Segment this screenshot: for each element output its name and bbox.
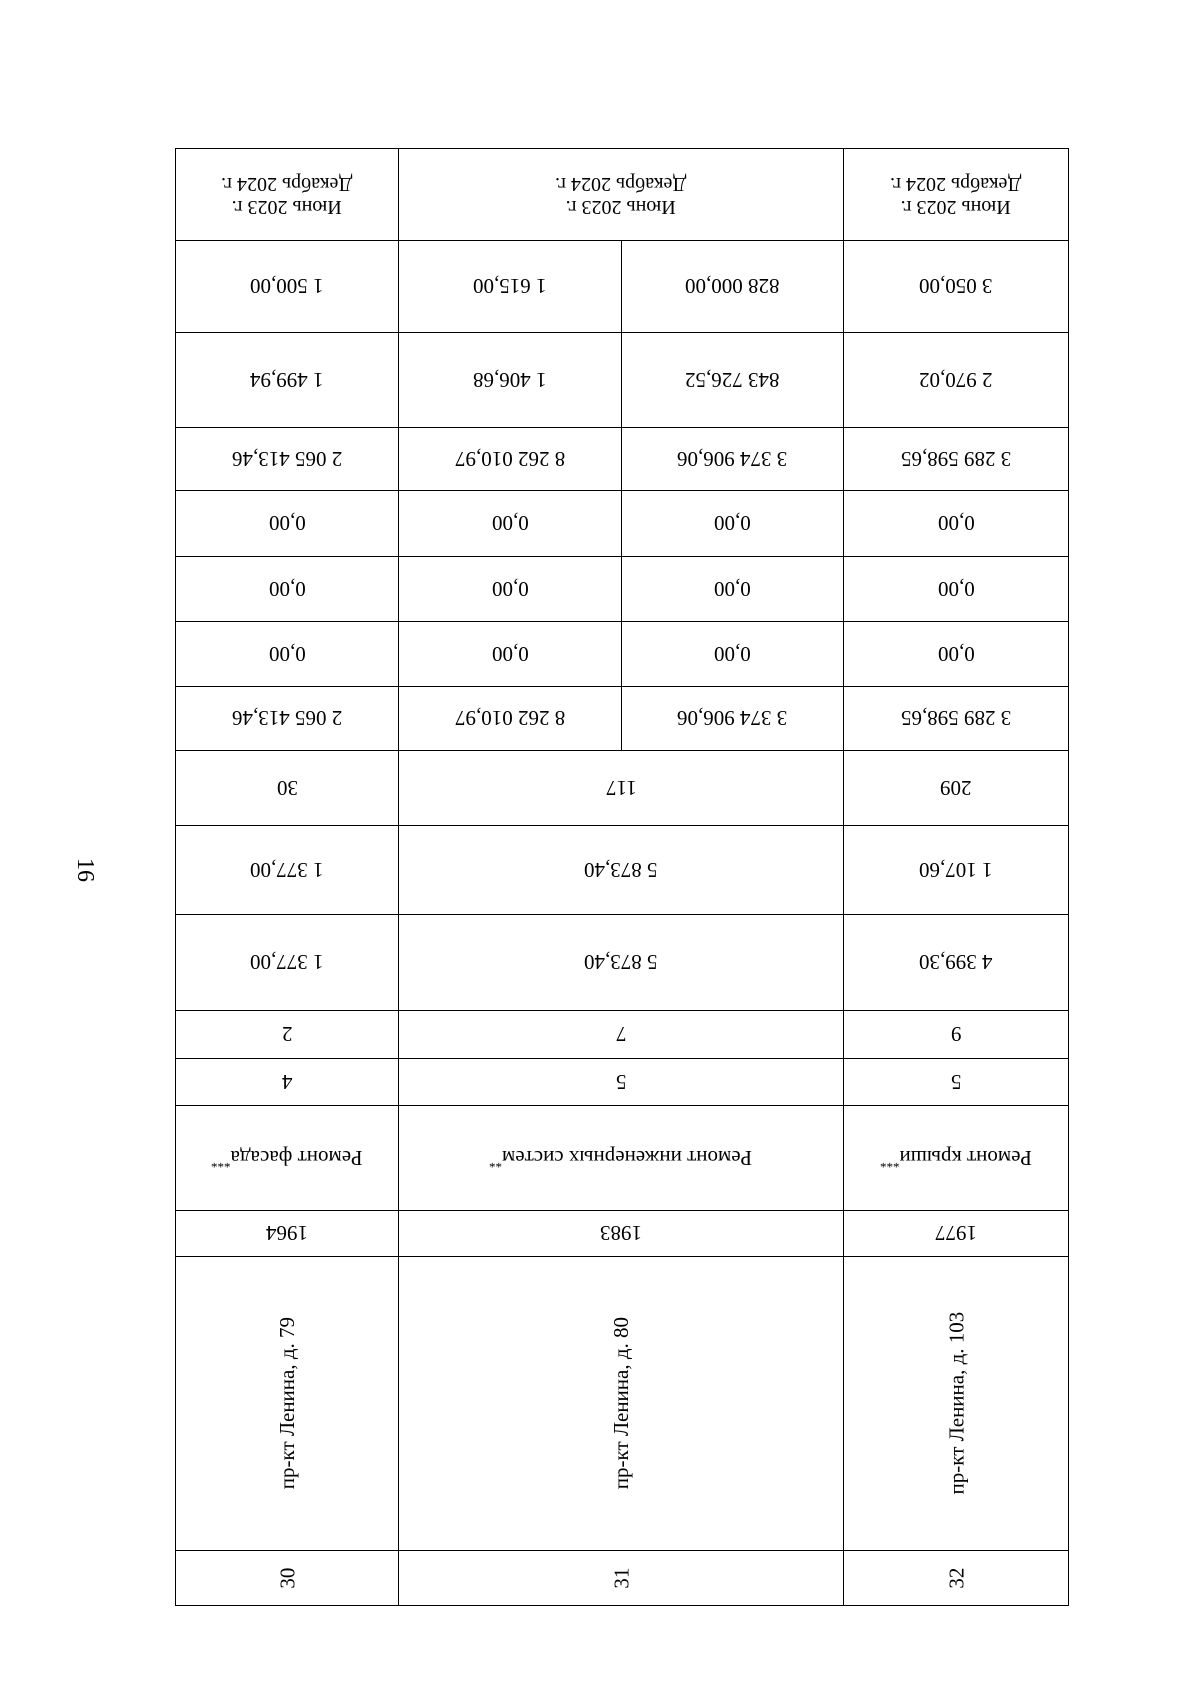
row0-c6-cell [175, 914, 399, 1011]
row0-c14: 1 499,94 [250, 368, 324, 393]
row1-c14-a-cell [398, 332, 622, 428]
row2-no: 32 [943, 1567, 968, 1589]
row1-c12-a-cell [398, 490, 622, 557]
row0-c13-cell [175, 427, 399, 491]
row2-c8: 209 [940, 776, 972, 801]
row2-c12-cell [843, 490, 1069, 557]
row2-c15-cell [843, 240, 1069, 333]
row0-c5: 2 [281, 1022, 293, 1047]
row1-year-cell [398, 1210, 844, 1257]
row2-c6-cell [843, 914, 1069, 1011]
row1-c10-b: 0,00 [714, 642, 751, 667]
row0-work: Ремонт фасада*** [211, 1146, 363, 1172]
row0-no-cell [175, 1550, 399, 1606]
row1-c7-cell [398, 825, 844, 915]
row0-period-cell [175, 148, 399, 241]
row2-c15: 3 050,00 [919, 274, 993, 299]
row0-address: пр-кт Ленина, д. 79 [274, 1317, 299, 1490]
row2-c5: 9 [950, 1022, 962, 1047]
row1-c12-b-cell [621, 490, 844, 557]
row1-c14-b: 843 726,52 [685, 368, 780, 393]
row1-c9-b-cell [621, 686, 844, 751]
row2-work-cell [843, 1105, 1069, 1211]
row1-no-cell [398, 1550, 844, 1606]
row0-c8-cell [175, 750, 399, 826]
row1-c7: 5 873,40 [584, 858, 658, 883]
row1-address-cell [398, 1256, 844, 1551]
row2-c14: 2 970,02 [919, 368, 993, 393]
row1-period-cell [398, 148, 844, 241]
row0-c7: 1 377,00 [250, 858, 324, 883]
row0-period: Июнь 2023 г. Декабрь 2024 г. [221, 172, 353, 218]
row1-period: Июнь 2023 г. Декабрь 2024 г. [555, 172, 687, 218]
row1-c15-b: 828 000,00 [685, 274, 780, 299]
row2-c11-cell [843, 556, 1069, 622]
row0-c14-cell [175, 332, 399, 428]
row2-address-cell [843, 1256, 1069, 1551]
row1-c13-b: 3 374 906,06 [677, 447, 788, 472]
row0-year: 1964 [266, 1221, 308, 1246]
row0-c10: 0,00 [268, 642, 306, 667]
row1-c9-a: 8 262 010,97 [454, 706, 566, 731]
row1-c13-b-cell [621, 427, 844, 491]
row0-c11-cell [175, 556, 399, 622]
row2-c9: 3 289 598,65 [900, 706, 1012, 731]
row2-year: 1977 [935, 1221, 977, 1246]
row1-c15-b-cell [621, 240, 844, 333]
row1-c13-a-cell [398, 427, 622, 491]
row2-c13: 3 289 598,65 [900, 447, 1012, 472]
row0-no: 30 [274, 1567, 299, 1589]
row2-c10-cell [843, 621, 1069, 687]
row1-work: Ремонт инженерных систем** [489, 1146, 753, 1172]
row1-c10-a-cell [398, 621, 622, 687]
row1-c8: 117 [605, 776, 637, 801]
row2-c7-cell [843, 825, 1069, 915]
row0-c4-cell [175, 1058, 399, 1106]
page-number: 16 [72, 858, 99, 882]
row1-c11-b: 0,00 [714, 577, 751, 602]
row1-c15-a: 1 615,00 [473, 274, 547, 299]
row1-c5-cell [398, 1010, 844, 1059]
row2-year-cell [843, 1210, 1069, 1257]
row2-c10: 0,00 [937, 642, 975, 667]
row1-c10-a: 0,00 [491, 642, 529, 667]
row2-c14-cell [843, 332, 1069, 428]
row2-c13-cell [843, 427, 1069, 491]
row0-work-cell [175, 1105, 399, 1211]
row1-c8-cell [398, 750, 844, 826]
row0-c9-cell [175, 686, 399, 751]
row1-c11-a-cell [398, 556, 622, 622]
row1-c12-b: 0,00 [714, 511, 751, 536]
row0-c15-cell [175, 240, 399, 333]
row1-c6-cell [398, 914, 844, 1011]
row0-c11: 0,00 [268, 577, 306, 602]
row2-c11: 0,00 [937, 577, 975, 602]
row1-c9-a-cell [398, 686, 622, 751]
row2-c12: 0,00 [937, 511, 975, 536]
row2-c6: 4 399,30 [919, 950, 993, 975]
row1-address: пр-кт Ленина, д. 80 [608, 1317, 633, 1490]
row2-c5-cell [843, 1010, 1069, 1059]
row2-no-cell [843, 1550, 1069, 1606]
row1-c11-a: 0,00 [491, 577, 529, 602]
row2-c4-cell [843, 1058, 1069, 1106]
row0-c8: 30 [276, 776, 298, 801]
row1-c13-a: 8 262 010,97 [454, 447, 566, 472]
row1-work-cell [398, 1105, 844, 1211]
row1-c15-a-cell [398, 240, 622, 333]
row1-c14-b-cell [621, 332, 844, 428]
row0-c10-cell [175, 621, 399, 687]
row2-period-cell [843, 148, 1069, 241]
row2-c4: 5 [950, 1070, 962, 1095]
row0-c12-cell [175, 490, 399, 557]
row2-address: пр-кт Ленина, д. 103 [943, 1312, 968, 1495]
row2-c7: 1 107,60 [919, 858, 993, 883]
row1-c12-a: 0,00 [491, 511, 529, 536]
row1-c10-b-cell [621, 621, 844, 687]
row0-c15: 1 500,00 [250, 274, 324, 299]
row2-period: Июнь 2023 г. Декабрь 2024 г. [890, 172, 1022, 218]
row0-c13: 2 065 413,46 [231, 447, 343, 472]
row1-year: 1983 [600, 1221, 642, 1246]
row0-c9: 2 065 413,46 [231, 706, 343, 731]
row1-c9-b: 3 374 906,06 [677, 706, 788, 731]
row1-c6: 5 873,40 [584, 950, 658, 975]
row1-c14-a: 1 406,68 [473, 368, 547, 393]
row0-year-cell [175, 1210, 399, 1257]
row1-c4-cell [398, 1058, 844, 1106]
row1-c5: 7 [615, 1022, 627, 1047]
row0-c6: 1 377,00 [250, 950, 324, 975]
row0-c4: 4 [281, 1070, 293, 1095]
row2-c9-cell [843, 686, 1069, 751]
row0-address-cell [175, 1256, 399, 1551]
row2-c8-cell [843, 750, 1069, 826]
row0-c5-cell [175, 1010, 399, 1059]
row1-c11-b-cell [621, 556, 844, 622]
row1-c4: 5 [615, 1070, 627, 1095]
row0-c7-cell [175, 825, 399, 915]
row0-c12: 0,00 [268, 511, 306, 536]
row2-work: Ремонт крыши*** [880, 1146, 1032, 1172]
row1-no: 31 [608, 1567, 633, 1589]
